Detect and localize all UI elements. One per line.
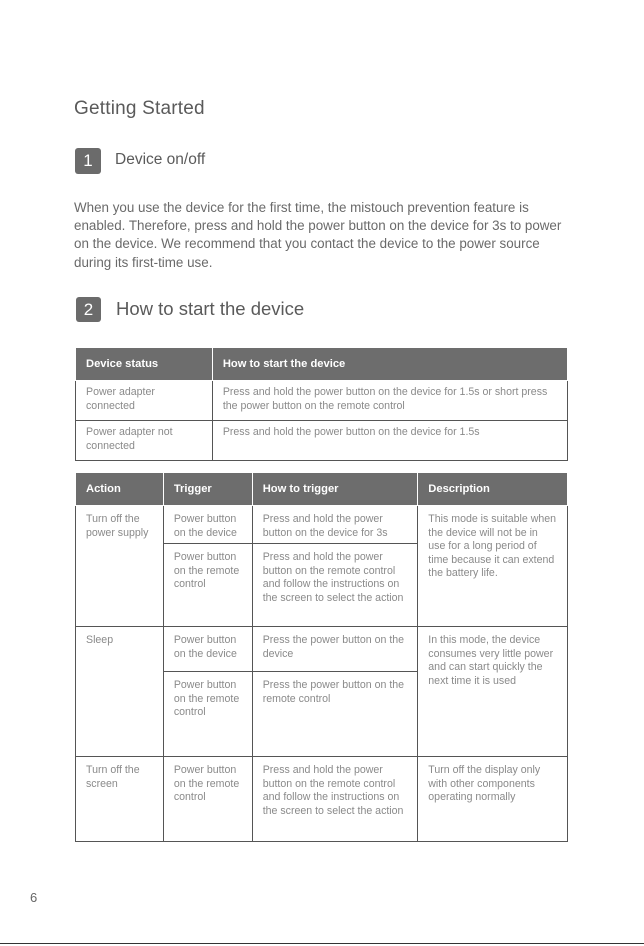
page-heading: Getting Started — [74, 98, 205, 119]
action-cell: Turn off the power supply — [76, 506, 164, 627]
table-row — [76, 627, 568, 672]
section-1-number: 1 — [75, 148, 101, 174]
bottom-rule — [0, 943, 644, 944]
intro-paragraph: When you use the device for the first time, the mistouch prevention feature is enabled. Therefore, press and hold the power button on the device for 3s to power on the device. We recommend that you contact the device to the power source during its first-time use. — [74, 200, 562, 270]
table-row — [76, 421, 568, 461]
page-number: 6 — [30, 890, 38, 905]
trigger-cell: Power button on the remote control — [163, 544, 252, 627]
column-header: Trigger — [163, 473, 252, 506]
section-2-number: 2 — [76, 297, 101, 322]
trigger-cell: Power button on the remote control — [163, 672, 252, 757]
trigger-cell: Power button on the device — [163, 506, 252, 544]
how-cell: Press the power button on the remote control — [252, 672, 418, 757]
description-cell: Turn off the display only with other components operating normally — [418, 757, 568, 842]
column-header: How to start the device — [212, 348, 567, 381]
section-2-title: How to start the device — [116, 298, 305, 319]
table-row — [76, 506, 568, 544]
table-header-row — [76, 473, 568, 506]
device-start-table — [75, 348, 568, 461]
table-cell: Press and hold the power button on the device for 1.5s — [212, 421, 567, 461]
column-header: How to trigger — [252, 473, 418, 506]
trigger-cell: Power button on the device — [163, 627, 252, 672]
column-header: Action — [76, 473, 164, 506]
column-header: Device status — [76, 348, 213, 381]
table-cell: Power adapter not connected — [76, 421, 213, 461]
description-cell: In this mode, the device consumes very little power and can start quickly the next time it is used — [418, 627, 568, 757]
table-row — [76, 381, 568, 421]
table-row — [76, 757, 568, 842]
how-cell: Press the power button on the device — [252, 627, 418, 672]
table-cell: Press and hold the power button on the device for 1.5s or short press the power button on the remote control — [212, 381, 567, 421]
action-cell: Turn off the screen — [76, 757, 164, 842]
action-cell: Sleep — [76, 627, 164, 757]
how-cell: Press and hold the power button on the remote control and follow the instructions on the screen to select the action — [252, 544, 418, 627]
table-cell: Power adapter connected — [76, 381, 213, 421]
column-header: Description — [418, 473, 568, 506]
how-cell: Press and hold the power button on the remote control and follow the instructions on the screen to select the action — [252, 757, 418, 842]
section-1-title: Device on/off — [115, 151, 206, 168]
how-cell: Press and hold the power button on the device for 3s — [252, 506, 418, 544]
table-header-row — [76, 348, 568, 381]
description-cell: This mode is suitable when the device will not be in use for a long period of time because it can extend the battery life. — [418, 506, 568, 627]
power-actions-table — [75, 473, 568, 842]
trigger-cell: Power button on the remote control — [163, 757, 252, 842]
